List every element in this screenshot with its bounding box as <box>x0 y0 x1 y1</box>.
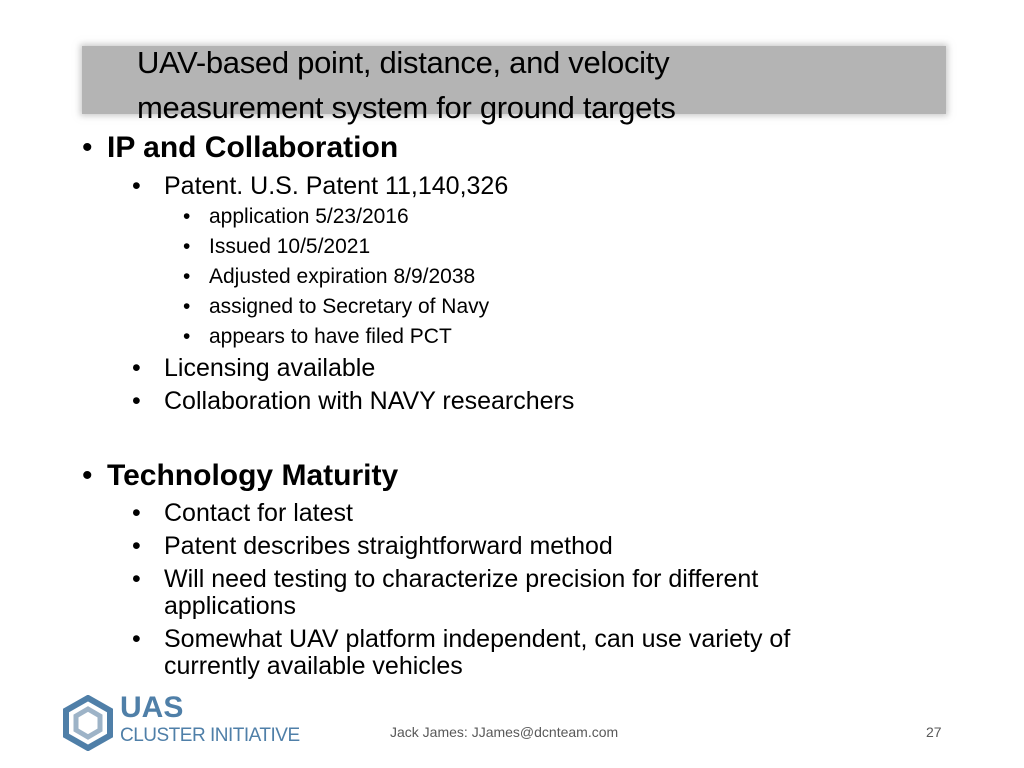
bullet: • <box>183 235 191 258</box>
hexagon-logo-icon <box>60 695 116 751</box>
list-item-text: Licensing available <box>164 354 376 382</box>
logo-cluster-text: CLUSTER INITIATIVE <box>120 725 300 746</box>
bullet: • <box>132 565 141 593</box>
page-number: 27 <box>926 724 942 740</box>
list-item-text: Collaboration with NAVY researchers <box>164 387 575 415</box>
list-item-text: Somewhat UAV platform independent, can use variety of <box>164 625 791 653</box>
sub-list-item-text: application 5/23/2016 <box>209 205 409 228</box>
bullet: • <box>132 499 141 527</box>
sub-list-item-text: Issued 10/5/2021 <box>209 235 371 258</box>
sub-list-item-text: assigned to Secretary of Navy <box>209 295 490 318</box>
bullet: • <box>132 625 141 653</box>
list-item-text: Patent describes straightforward method <box>164 532 613 560</box>
uas-cluster-logo <box>60 693 300 751</box>
title-line-1: UAV-based point, distance, and velocity <box>137 45 670 80</box>
list-item-text: Will need testing to characterize precision for different <box>164 565 759 593</box>
list-item-text-continued: applications <box>164 592 297 620</box>
footer-presenter: Jack James: JJames@dcnteam.com <box>390 724 619 740</box>
logo-uas-text: UAS <box>120 691 184 724</box>
list-item-text-continued: currently available vehicles <box>164 652 463 680</box>
bullet: • <box>183 265 191 288</box>
bullet: • <box>183 295 191 318</box>
bullet: • <box>132 387 141 415</box>
bullet: • <box>132 532 141 560</box>
section-heading-text: Technology Maturity <box>107 459 399 492</box>
list-item-text: Patent. U.S. Patent 11,140,326 <box>164 172 509 200</box>
bullet: • <box>132 172 141 200</box>
bullet: • <box>183 325 191 348</box>
bullet: • <box>82 131 93 164</box>
section-heading-text: IP and Collaboration <box>107 131 399 164</box>
bullet: • <box>82 459 93 492</box>
list-item-text: Contact for latest <box>164 499 353 527</box>
bullet: • <box>132 354 141 382</box>
bullet: • <box>183 205 191 228</box>
sub-list-item-text: appears to have filed PCT <box>209 325 452 348</box>
title-line-2: measurement system for ground targets <box>137 90 676 125</box>
slide-title <box>137 40 937 130</box>
sub-list-item-text: Adjusted expiration 8/9/2038 <box>209 265 476 288</box>
